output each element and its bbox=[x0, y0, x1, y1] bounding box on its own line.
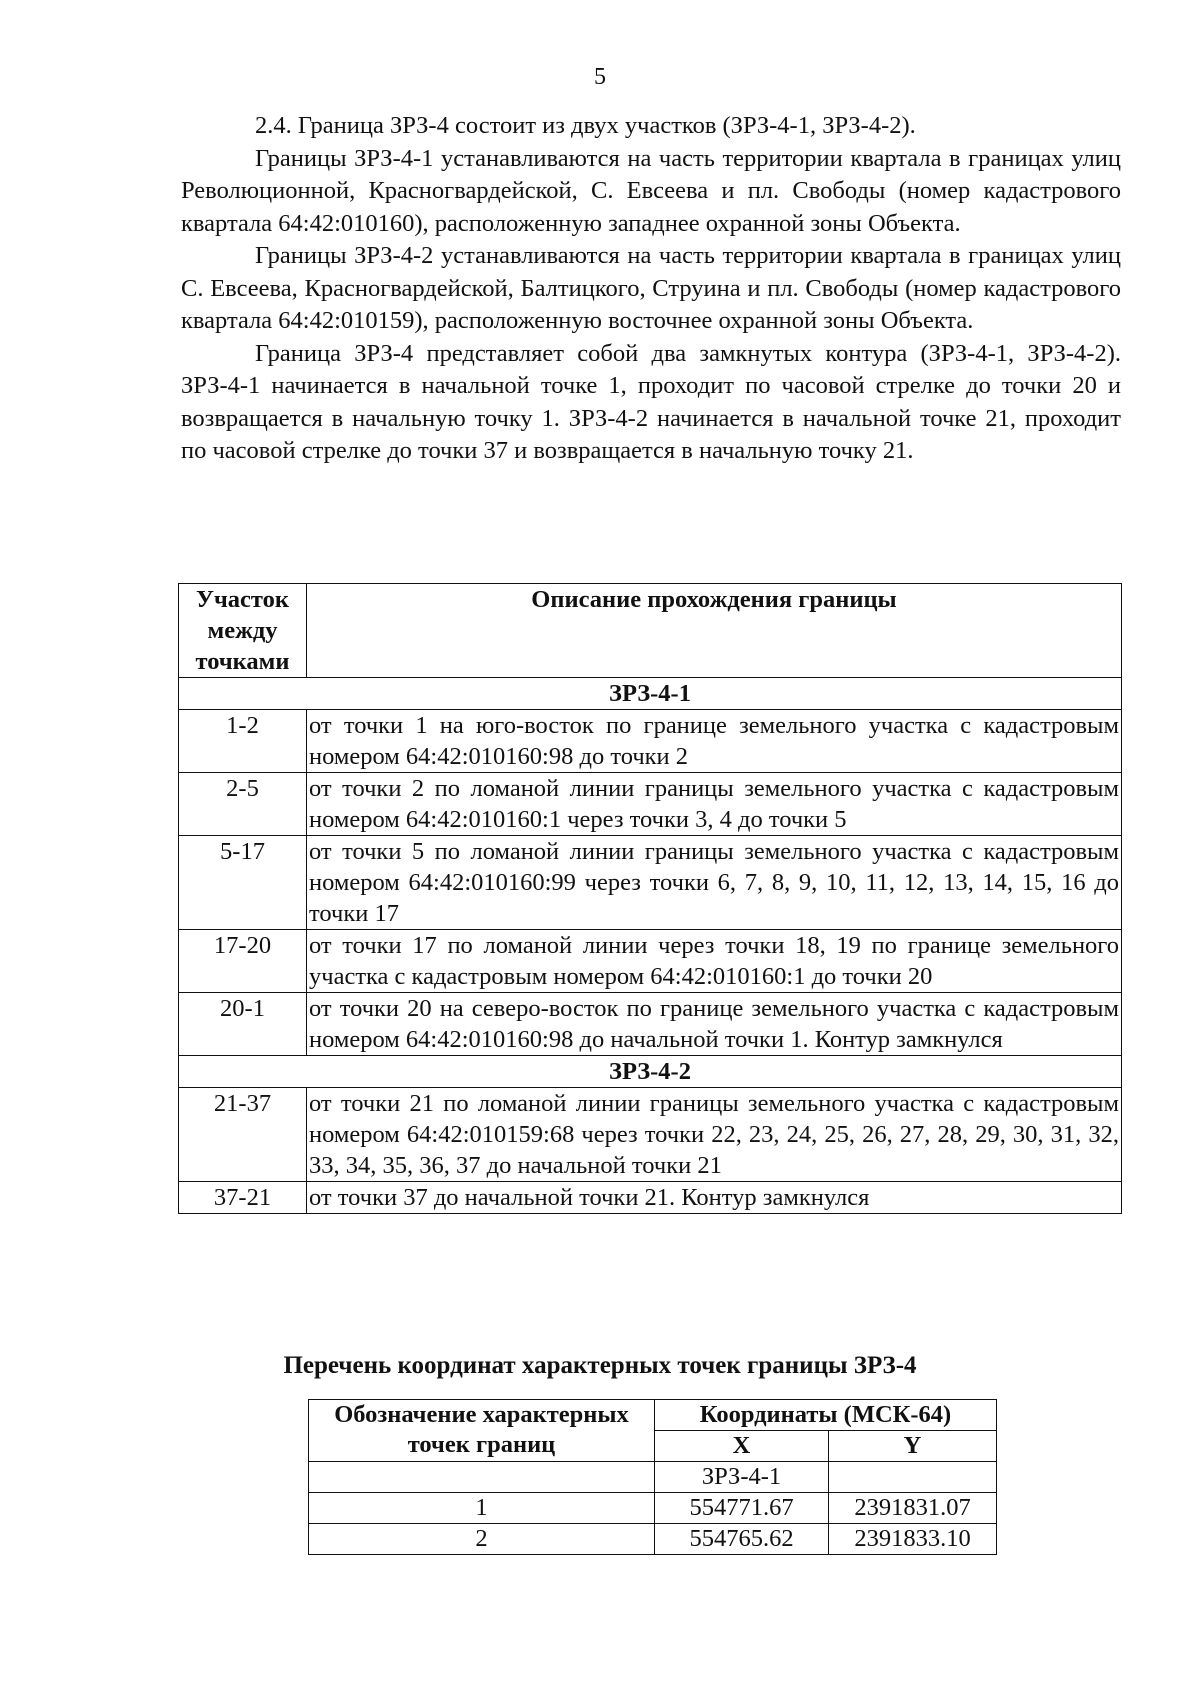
x-cell: 554765.62 bbox=[655, 1524, 829, 1555]
x-column-header: X bbox=[655, 1431, 829, 1462]
description-cell: от точки 20 на северо-восток по границе земельного участка с кадастровым номером 64:42:010160:98 до начальной точки 1. Контур замкнулся bbox=[307, 993, 1122, 1056]
empty-cell bbox=[829, 1462, 997, 1493]
point-cell: 1 bbox=[309, 1493, 655, 1524]
boundary-description-table bbox=[178, 583, 1122, 1214]
table-row bbox=[179, 930, 1122, 993]
empty-cell bbox=[309, 1462, 655, 1493]
description-cell: от точки 5 по ломаной линии границы земельного участка с кадастровым номером 64:42:010160:99 через точки 6, 7, 8, 9, 10, 11, 12, 13, 14, 15, 16 до точки 17 bbox=[307, 836, 1122, 930]
description-column-header: Описание прохождения границы bbox=[307, 584, 1122, 678]
table-header-row bbox=[309, 1400, 997, 1431]
x-cell: 554771.67 bbox=[655, 1493, 829, 1524]
point-designation-header: Обозначение характерных точек границ bbox=[309, 1400, 655, 1462]
section-title: ЗРЗ-4-2 bbox=[179, 1056, 1122, 1088]
table-row bbox=[309, 1493, 997, 1524]
description-cell: от точки 21 по ломаной линии границы земельного участка с кадастровым номером 64:42:010159:68 через точки 22, 23, 24, 25, 26, 27, 28, 29, 30, 31, 32, 33, 34, 35, 36, 37 до начальной точки 21 bbox=[307, 1088, 1122, 1182]
segment-cell: 1-2 bbox=[179, 710, 307, 773]
paragraph: Граница ЗРЗ-4 представляет собой два замкнутых контура (ЗРЗ-4-1, ЗРЗ-4-2). ЗРЗ-4-1 начинается в начальной точке 1, проходит по часовой стрелке до точки 20 и возвращается в начальную точку 1. ЗРЗ-4-2 начинается в начальной точке 21, проходит по часовой стрелке до точки 37 и возвращается в начальную точку 21. bbox=[181, 339, 1121, 464]
table-row bbox=[179, 1182, 1122, 1214]
segment-cell: 5-17 bbox=[179, 836, 307, 930]
table-row bbox=[179, 836, 1122, 930]
body-text bbox=[181, 110, 1121, 468]
table-row bbox=[179, 993, 1122, 1056]
table-header-row bbox=[179, 584, 1122, 678]
paragraph: 2.4. Граница ЗРЗ-4 состоит из двух участков (ЗРЗ-4-1, ЗРЗ-4-2). bbox=[255, 112, 916, 139]
table-row bbox=[179, 710, 1122, 773]
coordinates-title: Перечень координат характерных точек границы ЗРЗ-4 bbox=[283, 1352, 917, 1379]
paragraph: Границы ЗРЗ-4-1 устанавливаются на часть территории квартала в границах улиц Революционной, Красногвардейской, С. Евсеева и пл. Свободы (номер кадастрового квартала 64:42:010160), расположенную западнее охранной зоны Объекта. bbox=[181, 144, 1121, 237]
segment-cell: 17-20 bbox=[179, 930, 307, 993]
segment-column-header: Участок между точками bbox=[179, 584, 307, 678]
section-header-row bbox=[179, 1056, 1122, 1088]
coordinates-header: Координаты (МСК-64) bbox=[655, 1400, 997, 1431]
description-cell: от точки 1 на юго-восток по границе земельного участка с кадастровым номером 64:42:010160:98 до точки 2 bbox=[307, 710, 1122, 773]
section-label-cell: ЗРЗ-4-1 bbox=[655, 1462, 829, 1493]
y-column-header: Y bbox=[829, 1431, 997, 1462]
table-row bbox=[179, 1088, 1122, 1182]
table-row bbox=[309, 1524, 997, 1555]
description-cell: от точки 17 по ломаной линии через точки 18, 19 по границе земельного участка с кадастровым номером 64:42:010160:1 до точки 20 bbox=[307, 930, 1122, 993]
page-number: 5 bbox=[594, 64, 606, 90]
section-header-row bbox=[179, 678, 1122, 710]
description-cell: от точки 2 по ломаной линии границы земельного участка с кадастровым номером 64:42:010160:1 через точки 3, 4 до точки 5 bbox=[307, 773, 1122, 836]
table-row bbox=[309, 1462, 997, 1493]
y-cell: 2391831.07 bbox=[829, 1493, 997, 1524]
section-title: ЗРЗ-4-1 bbox=[179, 678, 1122, 710]
point-cell: 2 bbox=[309, 1524, 655, 1555]
segment-cell: 2-5 bbox=[179, 773, 307, 836]
segment-cell: 37-21 bbox=[179, 1182, 307, 1214]
segment-cell: 20-1 bbox=[179, 993, 307, 1056]
y-cell: 2391833.10 bbox=[829, 1524, 997, 1555]
description-cell: от точки 37 до начальной точки 21. Контур замкнулся bbox=[307, 1182, 1122, 1214]
segment-cell: 21-37 bbox=[179, 1088, 307, 1182]
paragraph: Границы ЗРЗ-4-2 устанавливаются на часть территории квартала в границах улиц С. Евсеева, Красногвардейской, Балтицкого, Струина и пл. Свободы (номер кадастрового квартала 64:42:010159), расположенную восточнее охранной зоны Объекта. bbox=[181, 242, 1121, 334]
coordinates-table bbox=[308, 1399, 997, 1555]
table-row bbox=[179, 773, 1122, 836]
